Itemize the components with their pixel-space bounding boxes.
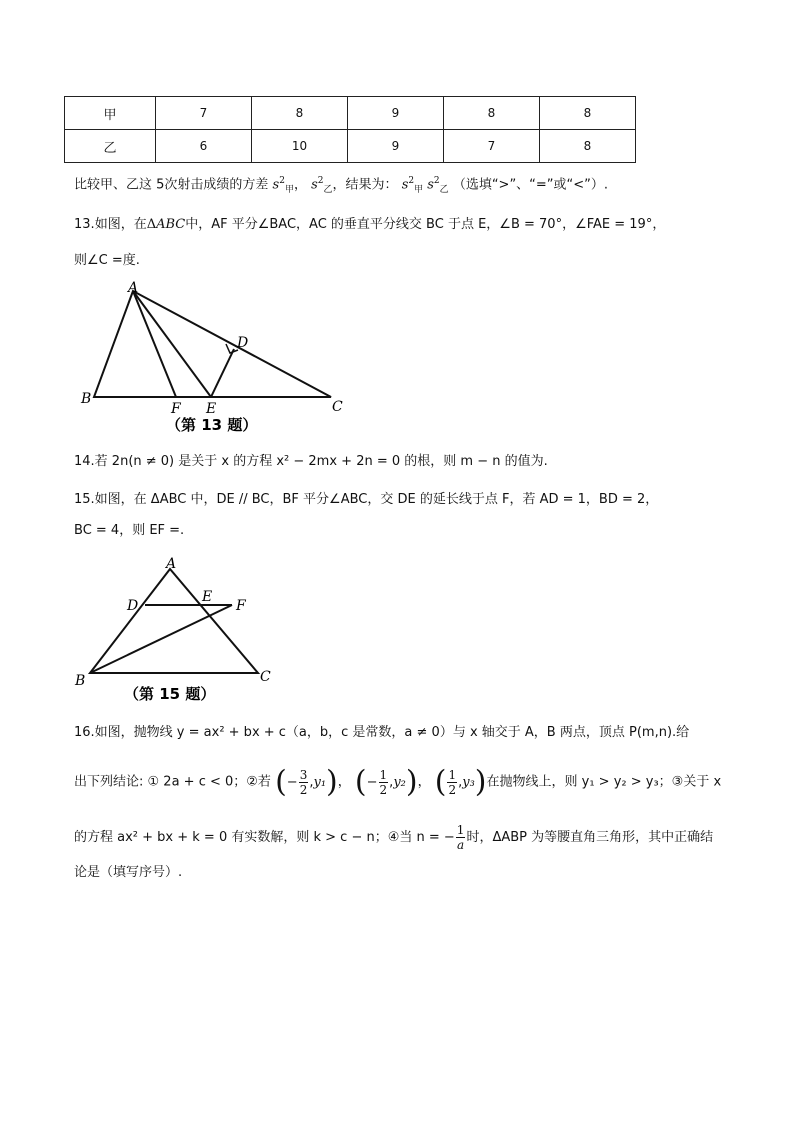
table-cell: 8 [540,130,636,163]
q16-text: 16.如图，抛物线 y = ax² + bx + c（a，b，c 是常数，a ≠ 0）与 x 轴交于 A，B 两点，顶点 P(m,n).给 [74,725,690,740]
label-A: A [128,280,139,296]
label-F: F [171,401,181,417]
label-E: E [206,401,217,417]
label-C: C [260,669,271,685]
label-D: D [127,598,139,614]
q16-text-line3: 的方程 ax² + bx + k = 0 有实数解，则 k > c − n；④当 n = − $\frac{1}{a}$ 时，ΔABP 为等腰直角三角形，其中正确结 [74,823,714,852]
q13-text-line2: 则∠C =度. [74,253,140,268]
q15-text: 15.如图，在 ΔABC 中，DE // BC，BF 平分∠ABC，交 DE 的延长线于点 F，若 AD = 1，BD = 2， [74,492,659,507]
label-E: E [202,589,213,605]
table-cell: 6 [156,130,252,163]
table-cell: 7 [444,130,540,163]
label-B: B [75,673,86,689]
table-row [65,130,636,163]
point-1: (− $\frac{3}{2}$ ,y₁) [275,764,338,799]
q16-text-line2: 出下列结论: ① 2a + c < 0；②若 (− $\frac{3}{2}$ ,y₁)， (− $\frac{1}{2}$ ,y₂)， ( $\frac{1}{2}$ ,y₃)在抛物线上，则 y₁ > y₂ > y₃；③关于 x [74,764,722,799]
table-cell: 8 [444,97,540,130]
table-cell: 8 [252,97,348,130]
label-D: D [237,335,249,351]
table-cell: 7 [156,97,252,130]
table-cell: 8 [540,97,636,130]
label-F: F [236,598,246,614]
q12-tail-text: 比较甲、乙这 5次射击成绩的方差 $s^2_甲$， $s^2_乙$，结果为： $s^2_甲$ $s^2_乙$ （选填“>”、“=”或“<”）. [74,176,609,195]
point-2: (− $\frac{1}{2}$ ,y₂) [354,764,418,799]
q16-text-line4: 论是（填写序号）. [74,865,183,880]
table-cell: 9 [348,97,444,130]
label-C: C [332,399,343,415]
score-table [64,96,636,163]
row-header: 甲 [65,97,156,130]
q15-caption: （第 15 题） [124,685,216,703]
table-row [65,97,636,130]
q14-text: 14.若 2n(n ≠ 0) 是关于 x 的方程 x² − 2mx + 2n = 0 的根，则 m − n 的值为. [74,454,548,469]
q13-figure [78,280,358,440]
q15-text-line2: BC = 4，则 EF =. [74,523,185,538]
label-B: B [81,391,92,407]
table-cell: 9 [348,130,444,163]
q13-caption: （第 13 题） [166,416,258,434]
table-cell: 10 [252,130,348,163]
q15-figure [72,555,282,705]
q13-text: 13.如图，在ΔABC中，AF 平分∠BAC，AC 的垂直平分线交 BC 于点 E，∠B = 70°，∠FAE = 19°， [74,217,666,232]
label-A: A [166,556,177,572]
row-header: 乙 [65,130,156,163]
point-3: ( $\frac{1}{2}$ ,y₃) [434,764,487,799]
